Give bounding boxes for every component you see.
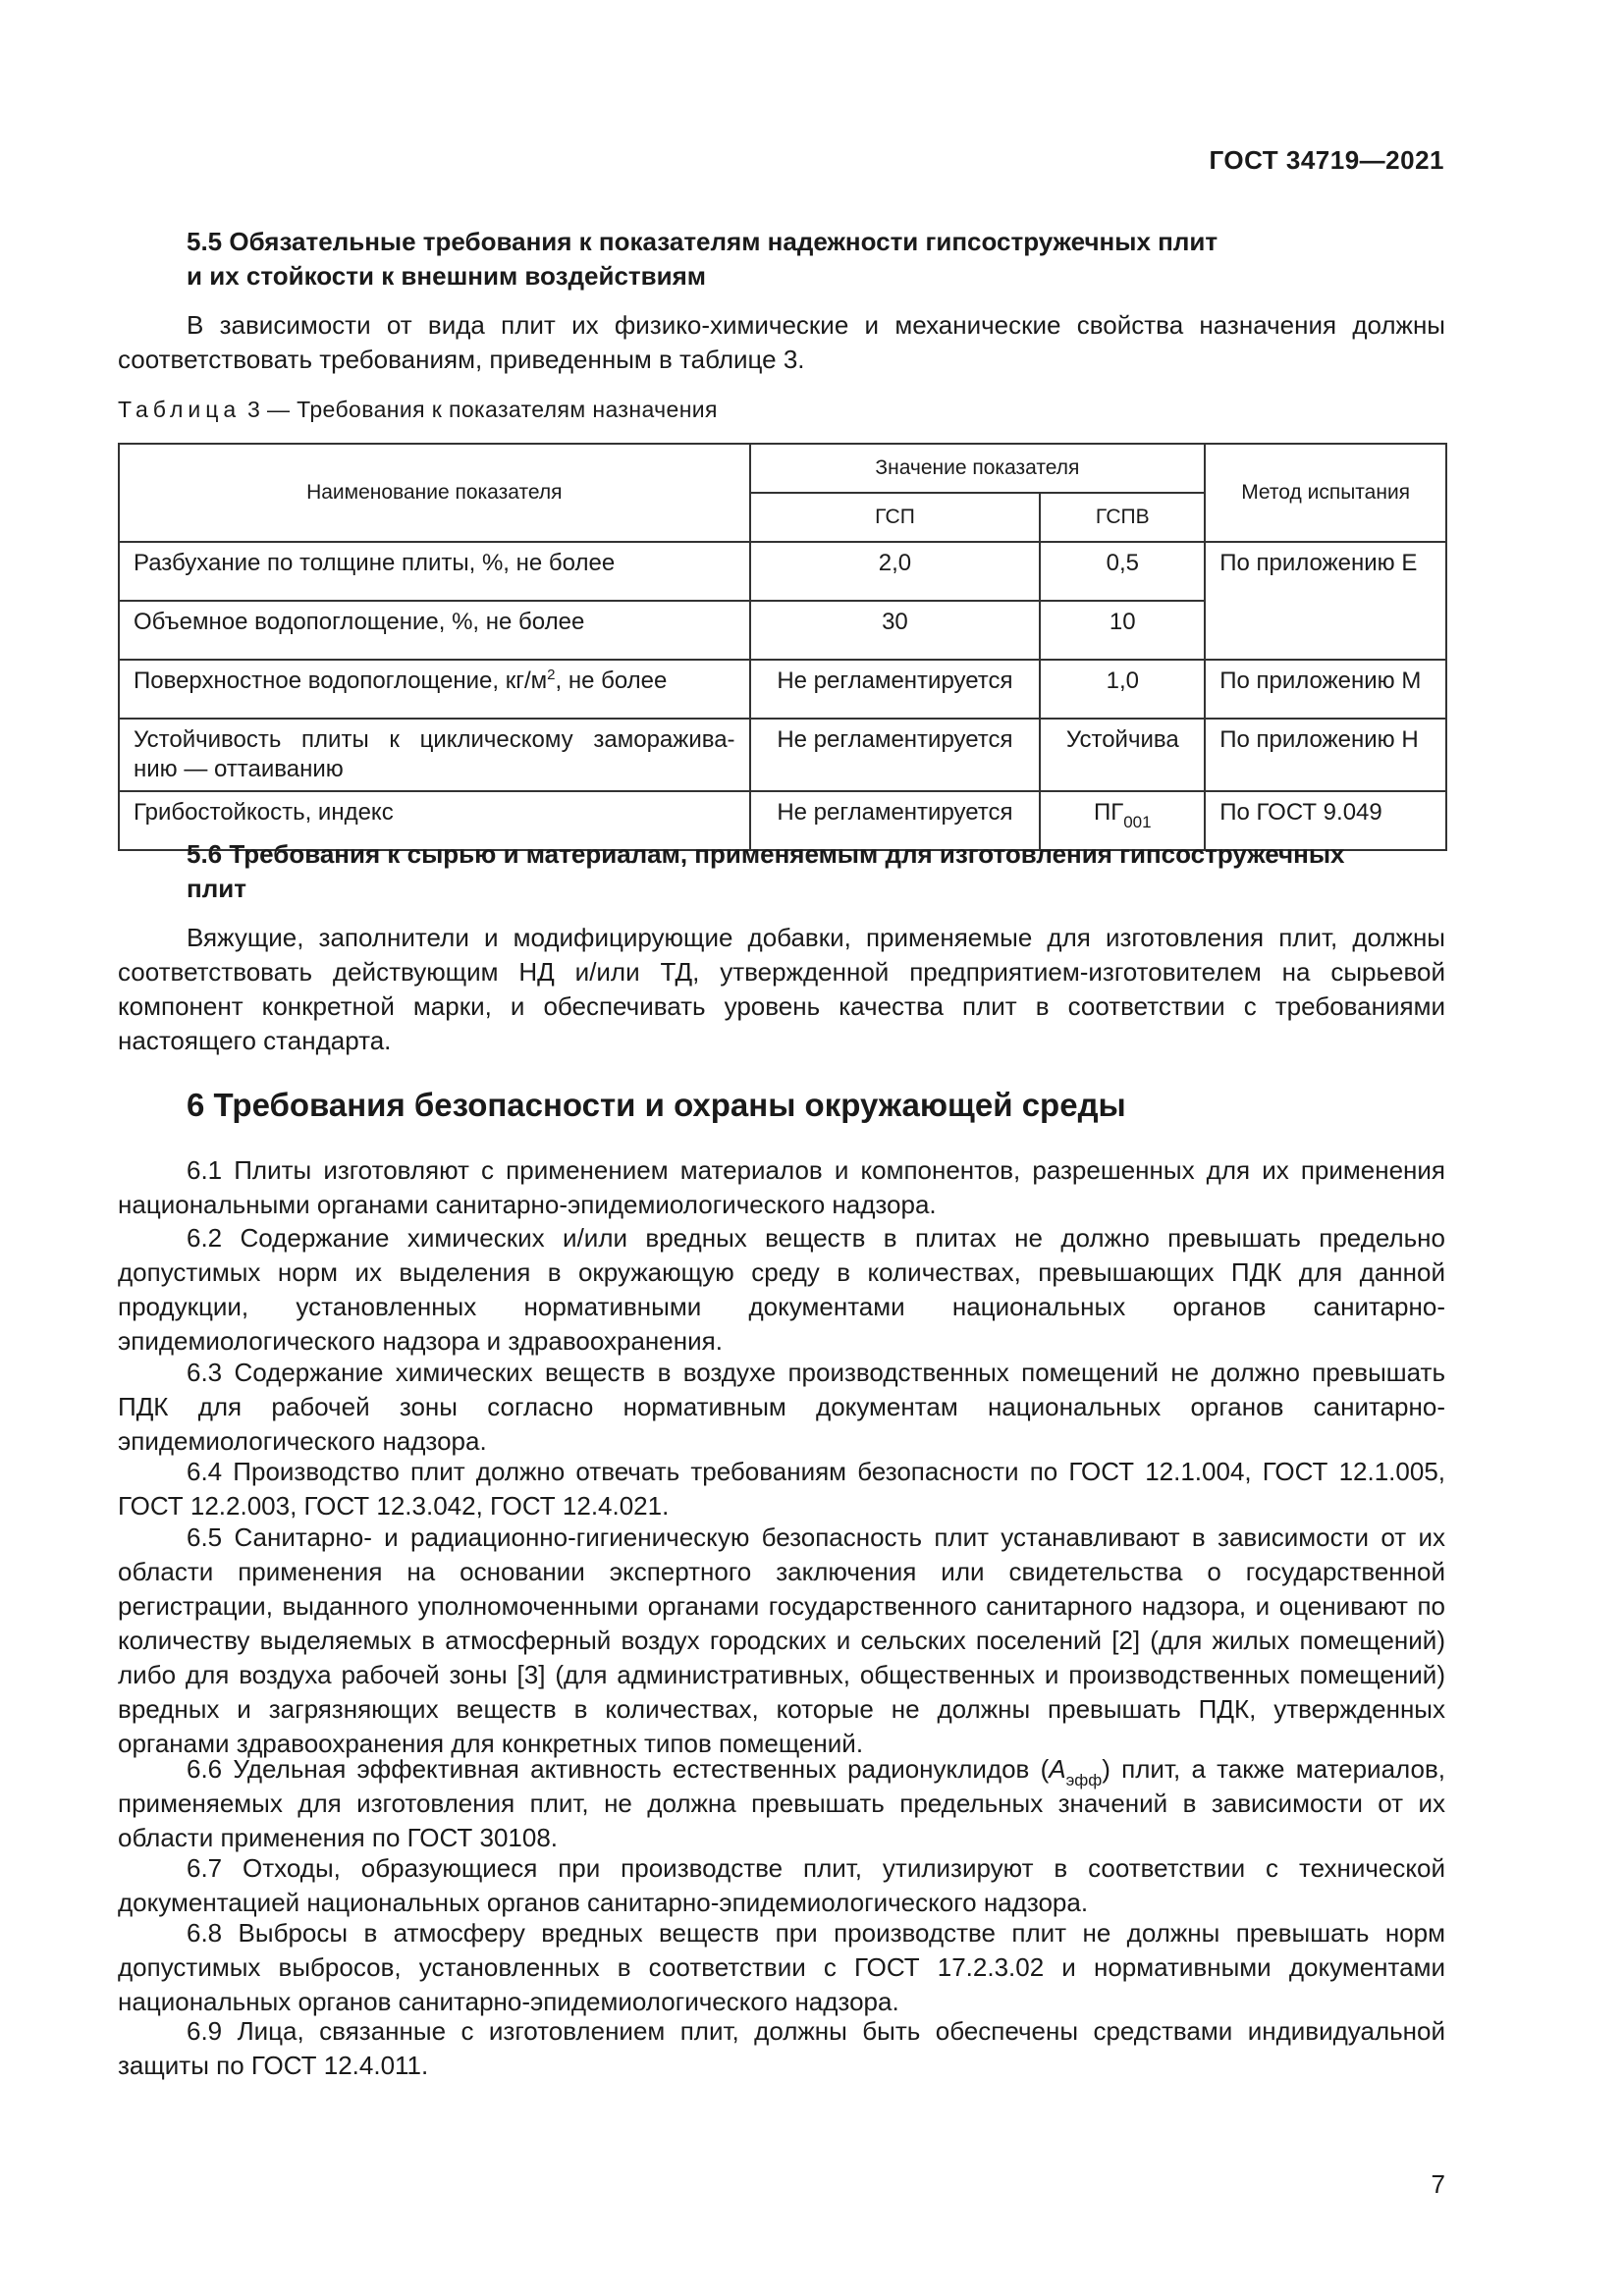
paragraph-6-9-text: 6.9 Лица, связанные с изготовлением плит, должны быть обеспечены средствами индивидуальной защиты по ГОСТ 12.4.011. [118, 2016, 1445, 2080]
cell-name-suffix: , не более [555, 667, 668, 694]
section-5-5-heading-line1: 5.5 Обязательные требования к показателям надежности гипсостружечных плит [187, 227, 1218, 256]
paragraph-6-8 [118, 1916, 1445, 2019]
table-row [119, 660, 1446, 719]
cell-gspv: 0,5 [1040, 542, 1205, 601]
paragraph-6-2-text: 6.2 Содержание химических и/или вредных веществ в плитах не должно превышать предельно допустимых норм их выделения в окружающую среду в количествах, превышающих ПДК для данной продукции, установленных нормативными документами национальных органов санитарно-эпидемиологического надзора и здравоохранения. [118, 1223, 1445, 1356]
superscript: 2 [547, 667, 556, 683]
cell-name-text: Поверхностное водопоглощение, кг/м [134, 667, 548, 694]
cell-gspv: 10 [1040, 601, 1205, 660]
header-gspv: ГСПВ [1040, 493, 1205, 542]
subscript-eff: эфф [1065, 1771, 1103, 1789]
section-5-6-heading [187, 837, 1445, 906]
paragraph-6-9 [118, 2014, 1445, 2083]
cell-gspv: 1,0 [1040, 660, 1205, 719]
cell-gsp: Не регламентируется [750, 791, 1041, 850]
table-row [119, 542, 1446, 601]
cell-name: Объемное водопоглощение, %, не более [119, 601, 750, 660]
requirements-table [118, 443, 1447, 851]
section-5-6-paragraph [118, 921, 1445, 1058]
cell-name [119, 719, 750, 791]
paragraph-6-2 [118, 1221, 1445, 1359]
paragraph-6-6-text: 6.6 Удельная эффективная активность естественных радионуклидов ( [187, 1754, 1050, 1784]
cell-method: По приложению Е [1205, 542, 1446, 660]
cell-name [119, 660, 750, 719]
section-5-6-heading-line1: 5.6 Требования к сырью и материалам, применяемым для изготовления гипсостружечных [187, 839, 1345, 869]
cell-method: По приложению М [1205, 660, 1446, 719]
table-caption-word: Таблица [118, 397, 242, 422]
paragraph-6-5 [118, 1521, 1445, 1761]
header-indicator-value: Значение показателя [750, 444, 1206, 493]
page-number: 7 [1431, 2169, 1445, 2199]
cell-gsp: Не регламентируется [750, 719, 1041, 791]
cell-name-line1: Устойчивость плиты к циклическому заморажива- [134, 726, 735, 753]
paragraph-6-4 [118, 1455, 1445, 1523]
section-5-5-heading-line2: и их стойкости к внешним воздействиям [187, 261, 707, 291]
cell-method: По ГОСТ 9.049 [1205, 791, 1446, 850]
paragraph-6-1-text: 6.1 Плиты изготовляют с применением материалов и компонентов, разрешенных для их применения национальными органами санитарно-эпидемиологического надзора. [118, 1155, 1445, 1219]
paragraph-6-1 [118, 1153, 1445, 1222]
header-gsp: ГСП [750, 493, 1041, 542]
cell-name: Разбухание по толщине плиты, %, не более [119, 542, 750, 601]
paragraph-6-6-text-end: ) плит, а также материалов, применяемых для изготовления плит, не должна превышать предельных значений в зависимости от их области применения по ГОСТ 30108. [118, 1754, 1445, 1852]
cell-gsp: Не регламентируется [750, 660, 1041, 719]
section-5-5-heading [187, 225, 1445, 294]
section-5-6-heading-line2: плит [187, 874, 246, 903]
section-5-5-body: В зависимости от вида плит их физико-химические и механические свойства назначения должны соответствовать требованиям, приведенным в таблице 3. [118, 310, 1445, 374]
paragraph-6-6 [118, 1752, 1445, 1855]
cell-gspv: Устойчива [1040, 719, 1205, 791]
cell-gsp: 2,0 [750, 542, 1041, 601]
paragraph-6-7 [118, 1851, 1445, 1920]
header-indicator-name: Наименование показателя [119, 444, 750, 542]
symbol-a: А [1049, 1754, 1066, 1784]
subscript: 001 [1123, 813, 1152, 831]
table-row [119, 719, 1446, 791]
paragraph-6-7-text: 6.7 Отходы, образующиеся при производстве плит, утилизируют в соответствии с технической документацией национальных органов санитарно-эпидемиологического надзора. [118, 1853, 1445, 1917]
paragraph-6-5-text: 6.5 Санитарно- и радиационно-гигиеническую безопасность плит устанавливают в зависимости от их области применения на основании экспертного заключения или свидетельства о государственной регистрации, выданного уполномоченными органами государственного санитарного надзора, и оценивают по количеству выделяемых в атмосферный воздух городских и сельских поселений [2] (для жилых помещений) либо для воздуха рабочей зоны [3] (для административных, общественных и производственных помещений) вредных и загрязняющих веществ в количествах, которые не должны превышать ПДК, утвержденных органами здравоохранения для конкретных типов помещений. [118, 1522, 1445, 1758]
paragraph-6-4-text: 6.4 Производство плит должно отвечать требованиям безопасности по ГОСТ 12.1.004, ГОСТ 12.1.005, ГОСТ 12.2.003, ГОСТ 12.3.042, ГОСТ 12.4.021. [118, 1457, 1445, 1521]
table-caption [118, 397, 718, 423]
cell-name-line2: нию — оттаиванию [134, 756, 344, 782]
header-test-method: Метод испытания [1205, 444, 1446, 542]
paragraph-6-3 [118, 1356, 1445, 1459]
chapter-6-title: 6 Требования безопасности и охраны окружающей среды [187, 1087, 1126, 1123]
table-header-row [119, 444, 1446, 493]
section-5-5-paragraph [118, 308, 1445, 377]
section-5-6-body: Вяжущие, заполнители и модифицирующие добавки, применяемые для изготовления плит, должны соответствовать действующим НД и/или ТД, утвержденной предприятием-изготовителем на сырьевой компонент конкретной марки, и обеспечивать уровень качества плит в соответствии с требованиями настоящего стандарта. [118, 923, 1445, 1055]
document-code: ГОСТ 34719—2021 [1209, 145, 1444, 175]
cell-gsp: 30 [750, 601, 1041, 660]
cell-gspv-main: ПГ [1093, 799, 1124, 826]
paragraph-6-3-text: 6.3 Содержание химических веществ в воздухе производственных помещений не должно превышать ПДК для рабочей зоны согласно нормативным документам национальных органов санитарно-эпидемиологического надзора. [118, 1358, 1445, 1456]
cell-method: По приложению Н [1205, 719, 1446, 791]
paragraph-6-8-text: 6.8 Выбросы в атмосферу вредных веществ при производстве плит не должны превышать норм допустимых выбросов, установленных в соответствии с ГОСТ 17.2.3.02 и нормативными документами национальных органов санитарно-эпидемиологического надзора. [118, 1918, 1445, 2016]
cell-name: Грибостойкость, индекс [119, 791, 750, 850]
table-caption-text: 3 — Требования к показателям назначения [246, 397, 718, 422]
